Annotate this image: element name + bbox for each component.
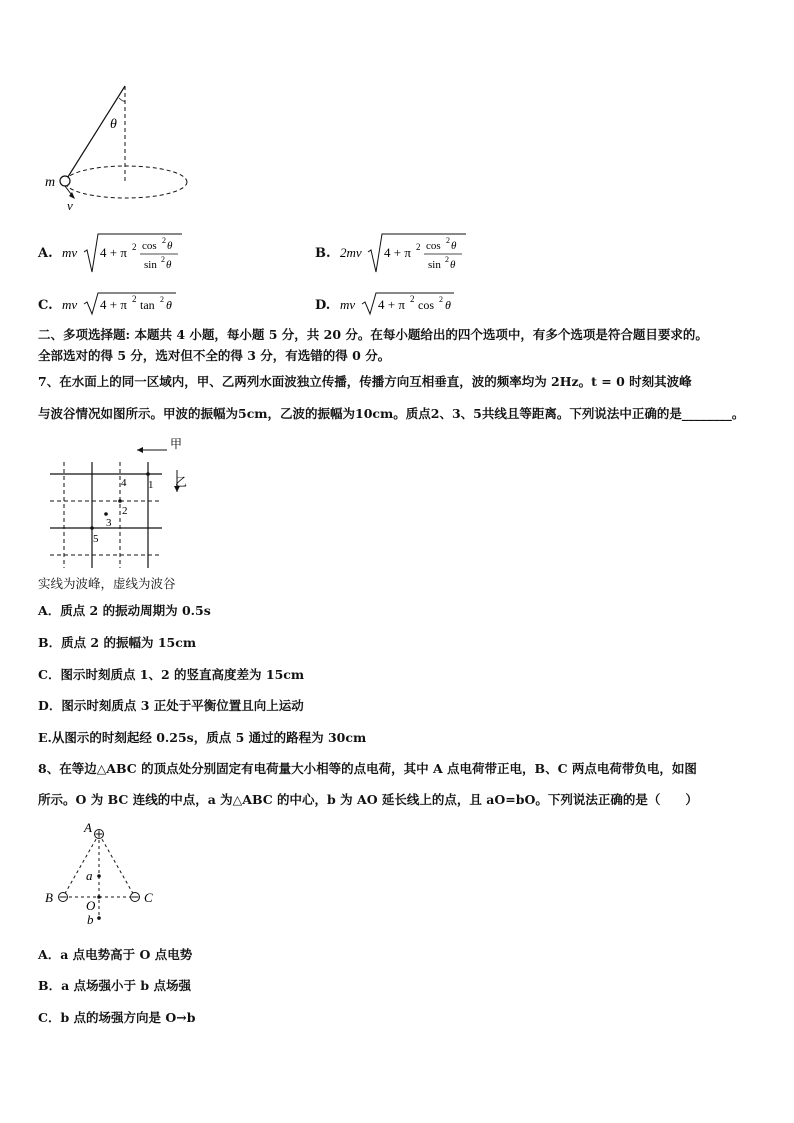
- vertex-a-label: A: [84, 820, 92, 835]
- svg-text:2: 2: [439, 295, 443, 304]
- svg-text:2: 2: [416, 242, 421, 252]
- point-b-label: b: [87, 912, 94, 927]
- svg-text:cos: cos: [142, 240, 157, 252]
- svg-text:mv: mv: [62, 297, 78, 312]
- wave-interference-figure: [42, 430, 202, 572]
- svg-text:2: 2: [446, 236, 450, 245]
- q7-option-e: E.从图示的时刻起经 0.25s，质点 5 通过的路程为 30cm: [38, 730, 367, 745]
- point-5-label: 5: [93, 533, 99, 545]
- point-2-label: 2: [122, 505, 128, 517]
- q8-line1: 8、在等边△ABC 的顶点处分别固定有电荷量大小相等的点电荷，其中 A 点电荷带正电，B、C 两点电荷带负电，如图: [38, 761, 697, 776]
- svg-text:4 + π: 4 + π: [100, 245, 127, 260]
- svg-text:4 + π: 4 + π: [384, 245, 411, 260]
- q7-option-b: B．质点 2 的振幅为 15cm: [38, 635, 197, 650]
- svg-text:2: 2: [132, 294, 137, 304]
- q6-option-d-label: D.: [315, 298, 331, 313]
- svg-text:2: 2: [445, 255, 449, 264]
- section2-line2: 全部选对的得 5 分，选对但不全的得 3 分，有选错的得 0 分。: [38, 348, 391, 363]
- wave-jia-label: 甲: [170, 437, 183, 451]
- vertex-c-label: C: [144, 890, 153, 905]
- svg-text:sin: sin: [144, 259, 157, 271]
- q6-option-a-formula: [62, 230, 202, 276]
- point-4-label: 4: [121, 477, 127, 489]
- svg-text:mv: mv: [340, 297, 356, 312]
- q7-option-a: A．质点 2 的振动周期为 0.5s: [38, 603, 211, 618]
- q8-option-a: A．a 点电势高于 O 点电势: [38, 947, 193, 962]
- section2-line1: 二、多项选择题: 本题共 4 小题，每小题 5 分，共 20 分。在每小题给出的四个选项中，有多个选项是符合题目要求的。: [38, 327, 708, 342]
- q6-option-d-formula: [340, 290, 480, 318]
- q7-option-d: D．图示时刻质点 3 正处于平衡位置且向上运动: [38, 698, 304, 713]
- q7-figure-caption: 实线为波峰，虚线为波谷: [38, 576, 176, 591]
- svg-text:2: 2: [161, 255, 165, 264]
- svg-text:θ: θ: [166, 298, 172, 312]
- svg-text:cos: cos: [426, 240, 441, 252]
- svg-text:2mv: 2mv: [340, 245, 362, 260]
- svg-text:θ: θ: [451, 240, 457, 252]
- svg-text:2: 2: [160, 295, 164, 304]
- q7-line2: 与波谷情况如图所示。甲波的振幅为5cm，乙波的振幅为10cm。质点2、3、5共线且等距离。下列说法中正确的是________。: [38, 406, 745, 421]
- vertex-b-label: B: [45, 890, 53, 905]
- q7-line1: 7、在水面上的同一区域内，甲、乙两列水面波独立传播，传播方向互相垂直，波的频率均为 2Hz。t = 0 时刻其波峰: [38, 374, 692, 389]
- q7-option-c: C．图示时刻质点 1、2 的竖直高度差为 15cm: [38, 667, 305, 682]
- theta-label: θ: [110, 117, 117, 132]
- mass-label: m: [45, 175, 56, 190]
- svg-text:θ: θ: [166, 259, 172, 271]
- svg-text:4 + π: 4 + π: [100, 297, 127, 312]
- q6-option-b-formula: [340, 230, 490, 276]
- svg-text:4 + π: 4 + π: [378, 297, 405, 312]
- triangle-charges-figure: [40, 820, 170, 930]
- svg-text:θ: θ: [445, 298, 451, 312]
- wave-yi-label: 乙: [175, 475, 188, 489]
- svg-text:tan: tan: [140, 298, 155, 312]
- svg-text:2: 2: [410, 294, 415, 304]
- q6-option-c-label: C.: [38, 298, 53, 313]
- svg-text:cos: cos: [418, 298, 434, 312]
- q8-option-c: C．b 点的场强方向是 O→b: [38, 1010, 196, 1025]
- point-o-label: O: [86, 898, 96, 913]
- point-3-label: 3: [106, 517, 112, 529]
- velocity-label: v: [67, 198, 73, 213]
- svg-text:sin: sin: [428, 259, 441, 271]
- conical-pendulum-figure: [40, 82, 200, 214]
- svg-text:mv: mv: [62, 245, 78, 260]
- svg-text:2: 2: [162, 236, 166, 245]
- svg-text:θ: θ: [167, 240, 173, 252]
- q6-option-b-label: B.: [315, 246, 331, 261]
- q6-option-c-formula: [62, 290, 202, 318]
- svg-text:θ: θ: [450, 259, 456, 271]
- svg-text:2: 2: [132, 242, 137, 252]
- point-a-label: a: [86, 868, 93, 883]
- q8-option-b: B．a 点场强小于 b 点场强: [38, 978, 191, 993]
- q6-option-a-label: A.: [38, 246, 53, 261]
- point-1-label: 1: [148, 479, 154, 491]
- q8-line2: 所示。O 为 BC 连线的中点，a 为△ABC 的中心，b 为 AO 延长线上的点，且 aO=bO。下列说法正确的是（ ）: [38, 792, 698, 807]
